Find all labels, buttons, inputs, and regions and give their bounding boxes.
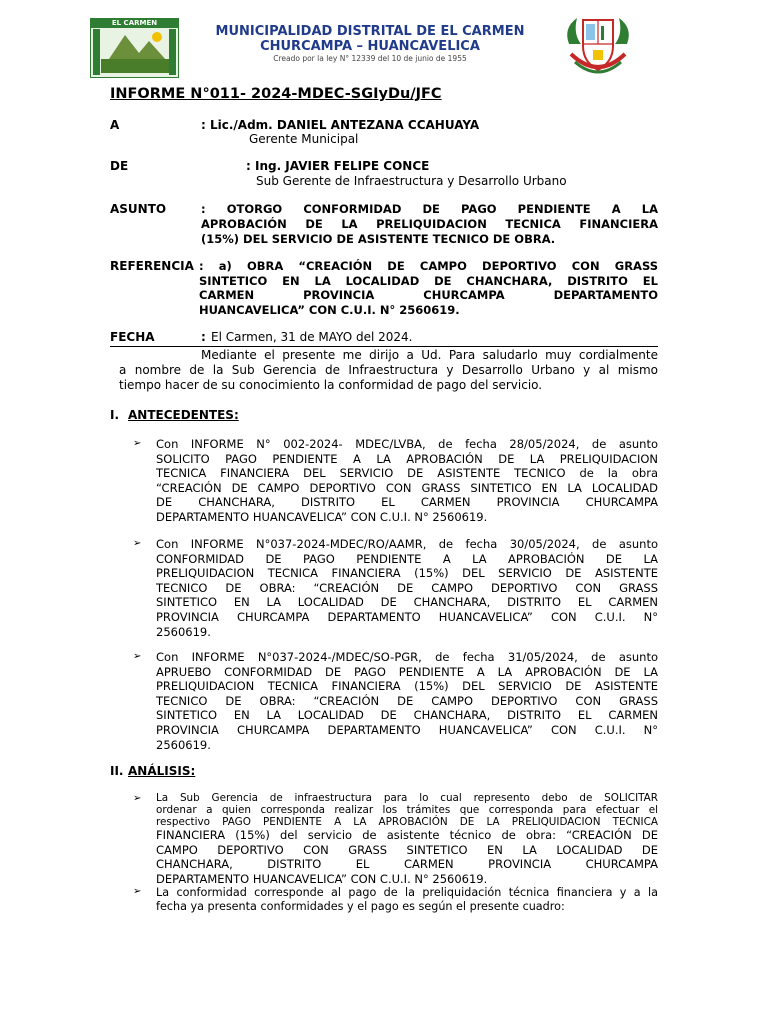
from-role: Sub Gerente de Infraestructura y Desarrollo Urbano bbox=[256, 174, 567, 188]
peru-coat-of-arms-icon bbox=[563, 14, 633, 78]
to-role: Gerente Municipal bbox=[249, 132, 359, 146]
reference-text: : a) OBRA “CREACIÓN DE CAMPO DEPORTIVO CON GRASS SINTETICO EN LA LOCALIDAD DE CHANCHARA, DISTRITO EL CARMEN PROVINCIA CHURCAMPA DEPARTAMENTO HUANCAVELICA” CON C.U.I. N° 2560619. bbox=[199, 259, 658, 317]
subject-text: : OTORGO CONFORMIDAD DE PAGO PENDIENTE A LA APROBACIÓN DE LA PRELIQUIDACION TECNICA FINANCIERA (15%) DEL SERVICIO DE ASISTENTE TECNICO DE OBRA. bbox=[201, 202, 658, 246]
section2-number: II. bbox=[110, 764, 124, 778]
bullet-arrow-icon: ➢ bbox=[133, 438, 142, 449]
analysis-item: La Sub Gerencia de infraestructura para lo cual represento debo de SOLICITAR ordenar a quien corresponda realizar los trámites que corresponda para efectuar el respectivo PAGO PENDIENTE A LA APROBACIÓN DE LA PRELIQUIDACION TECNICA FINANCIERA (15%) del servicio de asistente técnico de obra: “CREACIÓN DE CAMPO DEPORTIVO CON GRASS SINTETICO EN LA LOCALIDAD DE CHANCHARA, DISTRITO EL CARMEN PROVINCIA CHURCAMPA DEPARTAMENTO HUANCAVELICA” CON C.U.I. N° 2560619. bbox=[156, 792, 658, 886]
date-colon: : bbox=[201, 330, 206, 344]
section1-title: ANTECEDENTES: bbox=[128, 408, 239, 422]
from-label: DE bbox=[110, 159, 129, 173]
from-name: : Ing. JAVIER FELIPE CONCE bbox=[246, 159, 430, 173]
to-label: A bbox=[110, 118, 120, 132]
creation-note: Creado por la ley N° 12339 del 10 de junio de 1955 bbox=[273, 54, 467, 63]
municipality-logo bbox=[90, 18, 179, 78]
section2-title: ANÁLISIS: bbox=[128, 764, 196, 778]
bullet-arrow-icon: ➢ bbox=[133, 886, 142, 897]
bullet-arrow-icon: ➢ bbox=[133, 651, 142, 662]
bullet-arrow-icon: ➢ bbox=[133, 793, 142, 804]
reference-label: REFERENCIA bbox=[110, 259, 194, 273]
antecedent-item: Con INFORME N°037-2024-MDEC/RO/AAMR, de fecha 30/05/2024, de asunto CONFORMIDAD DE PAGO PENDIENTE A LA APROBACIÓN DE LA PRELIQUIDACION TECNICA FINANCIERA (15%) DEL SERVICIO DE ASISTENTE TECNICO DE OBRA: “CREACIÓN DE CAMPO DEPORTIVO CON GRASS SINTETICO EN LA LOCALIDAD DE CHANCHARA, DISTRITO EL CARMEN PROVINCIA CHURCAMPA DEPARTAMENTO HUANCAVELICA” CON C.U.I. N° 2560619. bbox=[156, 537, 658, 639]
logo-text: EL CARMEN bbox=[111, 19, 158, 27]
divider-line bbox=[110, 346, 658, 347]
bullet-arrow-icon: ➢ bbox=[133, 538, 142, 549]
municipality-location: CHURCAMPA – HUANCAVELICA bbox=[260, 39, 480, 54]
analysis-item: La conformidad corresponde al pago de la preliquidación técnica financiera y a la fecha ya presenta conformidades y el pago es según el presente cuadro: bbox=[156, 886, 658, 913]
date-label: FECHA bbox=[110, 330, 155, 344]
intro-paragraph: Mediante el presente me dirijo a Ud. Para saludarlo muy cordialmente a nombre de la Sub Gerencia de Infraestructura y Desarrollo Urbano y al mismo tiempo hacer de su conocimiento la conformidad de pago del servicio. bbox=[119, 348, 658, 392]
to-name: : Lic./Adm. DANIEL ANTEZANA CCAHUAYA bbox=[201, 118, 480, 132]
section1-number: I. bbox=[110, 408, 120, 422]
date-value: El Carmen, 31 de MAYO del 2024. bbox=[211, 330, 413, 344]
antecedent-item: Con INFORME N°037-2024-/MDEC/SO-PGR, de fecha 31/05/2024, de asunto APRUEBO CONFORMIDAD DE PAGO PENDIENTE A LA APROBACIÓN DE LA PRELIQUIDACION TECNICA FINANCIERA (15%) DEL SERVICIO DE ASISTENTE TECNICO DE OBRA: “CREACIÓN DE CAMPO DEPORTIVO CON GRASS SINTETICO EN LA LOCALIDAD DE CHANCHARA, DISTRITO EL CARMEN PROVINCIA CHURCAMPA DEPARTAMENTO HUANCAVELICA” CON C.U.I. N° 2560619. bbox=[156, 650, 658, 752]
antecedent-item: Con INFORME N° 002-2024- MDEC/LVBA, de fecha 28/05/2024, de asunto SOLICITO PAGO PENDIENTE A LA APROBACIÓN DE LA PRELIQUIDACION TECNICA FINANCIERA DEL SERVICIO DE ASISTENTE TECNICO de la obra “CREACIÓN DE CAMPO DEPORTIVO CON GRASS SINTETICO EN LA LOCALIDAD DE CHANCHARA, DISTRITO EL CARMEN PROVINCIA CHURCAMPA DEPARTAMENTO HUANCAVELICA” CON C.U.I. N° 2560619. bbox=[156, 437, 658, 524]
municipality-name: MUNICIPALIDAD DISTRITAL DE EL CARMEN bbox=[215, 24, 525, 39]
report-title: INFORME N°011- 2024-MDEC-SGIyDu/JFC bbox=[110, 86, 442, 102]
subject-label: ASUNTO bbox=[110, 202, 167, 216]
